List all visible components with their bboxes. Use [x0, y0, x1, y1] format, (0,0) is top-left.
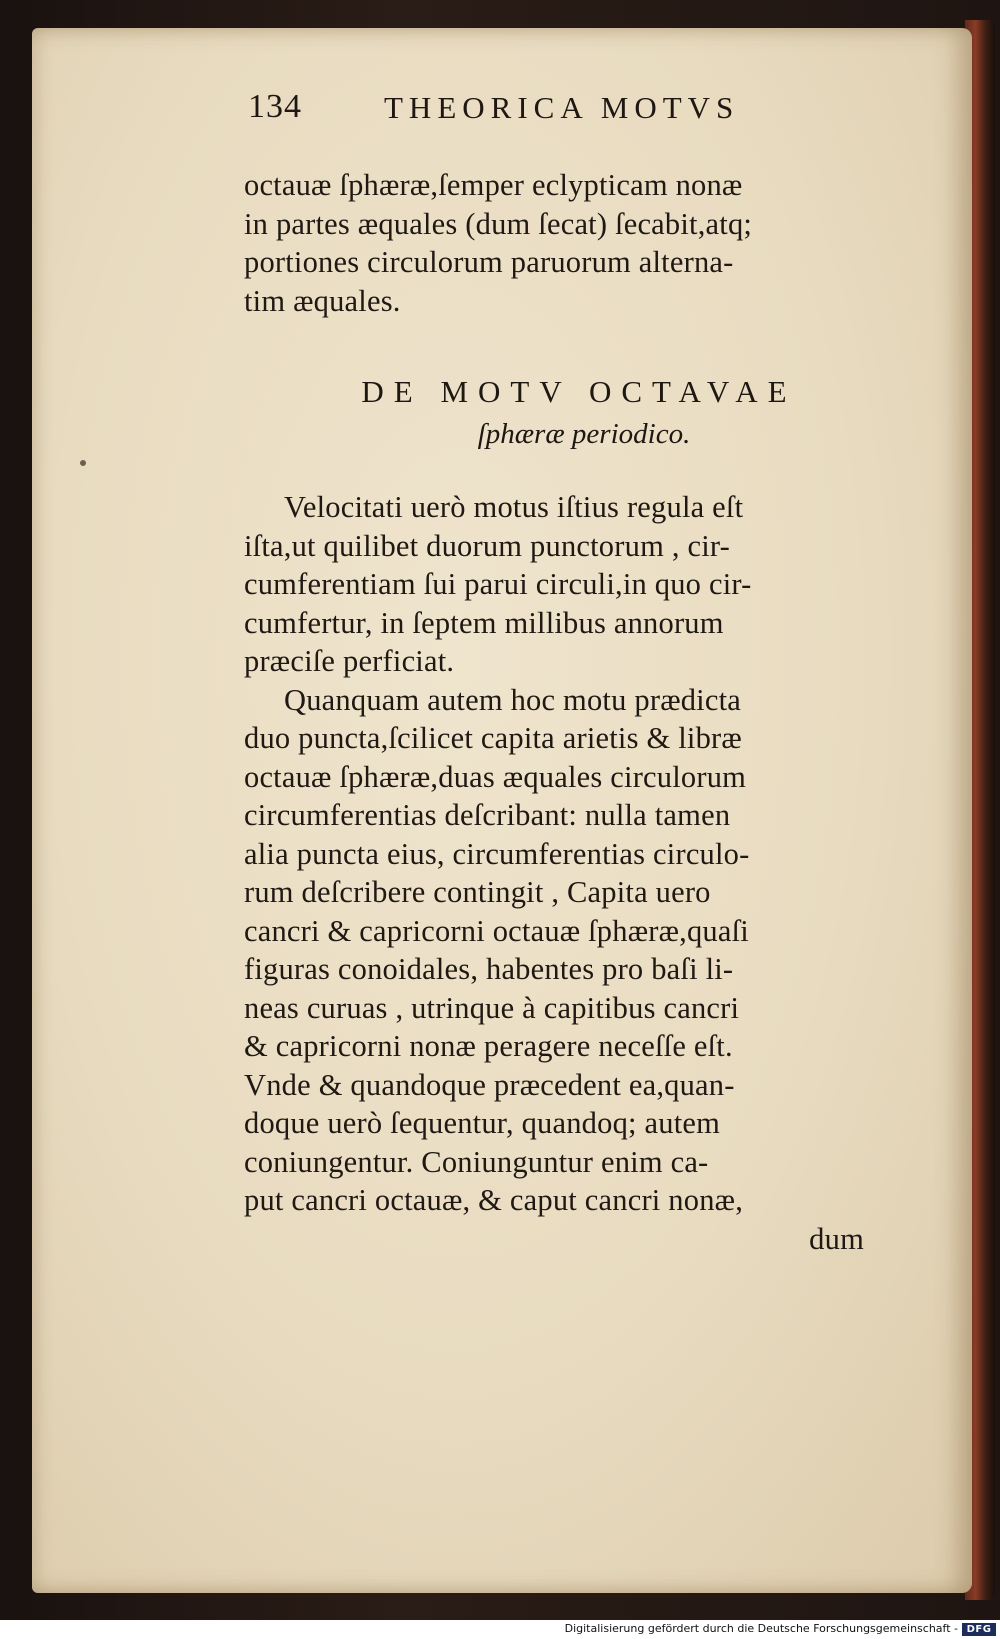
text-line: put cancri octauæ, & caput cancri nonæ,	[244, 1183, 744, 1217]
text-line: octauæ ſphæræ,duas æquales circulorum	[244, 759, 747, 794]
running-title: THEORICA MOTVS	[384, 90, 740, 125]
text-line: doque uerò ſequentur, quandoq; autem	[244, 1106, 721, 1140]
text-line: Velocitati uerò motus iſtius regula eſt	[284, 490, 744, 524]
text-line: Vnde & quandoque præcedent ea,quan-	[244, 1067, 735, 1102]
section-heading	[244, 372, 894, 456]
text-line: portiones circulorum paruorum alterna-	[244, 245, 734, 279]
text-line: circumferentias deſcribant: nulla tamen	[244, 798, 731, 832]
paragraph-continuation	[244, 166, 894, 320]
heading-subtitle: ſphæræ periodico.	[477, 418, 691, 450]
text-line: iſta,ut quilibet duorum punctorum , cir-	[244, 528, 730, 563]
text-line: præciſe perficiat.	[244, 644, 455, 678]
text-line: coniungentur. Coniunguntur enim ca-	[244, 1144, 709, 1179]
text-line: neas curuas , utrinque à capitibus cancri	[244, 990, 740, 1025]
text-line: rum deſcribere contingit , Capita uero	[244, 875, 711, 909]
dfg-logo: DFG	[962, 1623, 996, 1636]
page-number: 134	[248, 88, 302, 125]
text-line: tim æquales.	[244, 283, 401, 318]
catchword: dum	[809, 1221, 864, 1256]
text-line: alia puncta eius, circumferentias circulo-	[244, 836, 750, 871]
page-header	[248, 88, 818, 132]
section-body	[244, 488, 894, 1258]
text-line: duo puncta,ſcilicet capita arietis & libræ	[244, 721, 742, 755]
text-line: cumfertur, in ſeptem millibus annorum	[244, 605, 724, 640]
text-line: & capricorni nonæ peragere neceſſe eſt.	[244, 1029, 733, 1063]
heading-title: DE MOTV OCTAVAE	[361, 374, 797, 409]
text-line: octauæ ſphæræ,ſemper eclypticam nonæ	[244, 168, 743, 202]
ink-speck	[80, 460, 86, 466]
text-line: in partes æquales (dum ſecat) ſecabit,atq;	[244, 206, 753, 241]
text-line: cancri & capricorni octauæ ſphæræ,quaſi	[244, 913, 749, 948]
digitization-footer	[0, 1620, 1000, 1639]
text-line: cumferentiam ſui parui circuli,in quo cir-	[244, 567, 752, 601]
text-line: Quanquam autem hoc motu prædicta	[284, 682, 742, 717]
footer-credit: Digitalisierung gefördert durch die Deutsche Forschungsgemeinschaft -	[564, 1622, 958, 1635]
text-line: figuras conoidales, habentes pro baſi li-	[244, 952, 734, 986]
